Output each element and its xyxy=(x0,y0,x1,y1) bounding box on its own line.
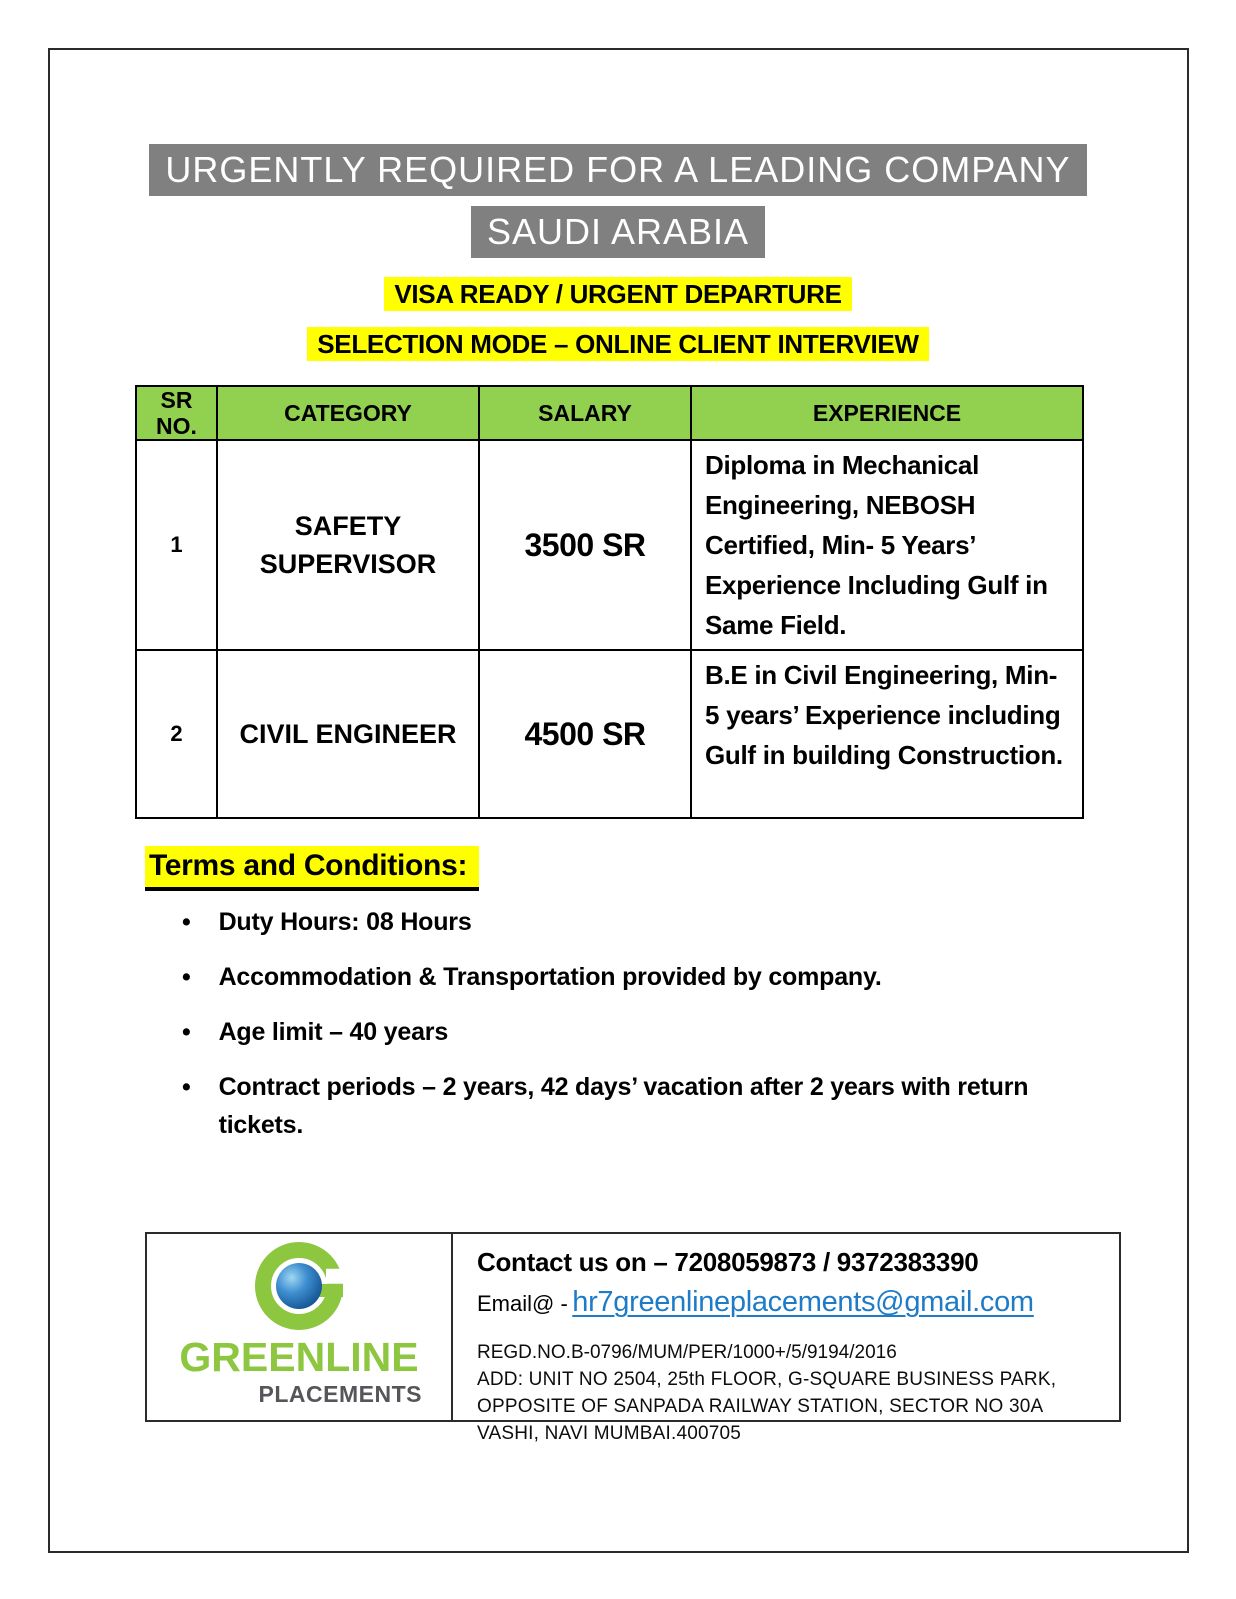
banner-row-visa xyxy=(0,277,1236,311)
header-experience: EXPERIENCE xyxy=(691,386,1083,440)
list-item xyxy=(182,1013,1094,1051)
bullet-icon: • xyxy=(182,963,191,991)
term-age-limit: Age limit – 40 years xyxy=(218,1018,449,1046)
term-accommodation: Accommodation & Transportation provided by company. xyxy=(218,963,882,991)
header-sr-no: SR NO. xyxy=(136,386,217,440)
row1-experience: Diploma in Mechanical Engineering, NEBOSH Certified, Min- 5 Years’ Experience Including Gulf in Same Field. xyxy=(691,440,1083,650)
header-salary: SALARY xyxy=(479,386,691,440)
row1-salary: 3500 SR xyxy=(479,440,691,650)
title-row-2 xyxy=(0,206,1236,258)
logo-brand-text: GREENLINE xyxy=(179,1334,419,1380)
g-ring-gap xyxy=(326,1269,343,1284)
bullet-icon: • xyxy=(182,1018,191,1046)
contact-box xyxy=(145,1232,1121,1444)
bullet-icon: • xyxy=(182,1073,191,1101)
row1-sr-no: 1 xyxy=(136,440,217,650)
table-row xyxy=(136,650,1083,818)
row2-experience: B.E in Civil Engineering, Min- 5 years’ Experience including Gulf in building Construction. xyxy=(691,650,1083,818)
email-label: Email@ - xyxy=(477,1291,568,1316)
list-item xyxy=(182,903,1094,941)
email-link[interactable]: hr7greenlineplacements@gmail.com xyxy=(572,1286,1034,1318)
terms-heading-row xyxy=(145,846,479,891)
selection-mode-banner: SELECTION MODE – ONLINE CLIENT INTERVIEW xyxy=(307,327,928,361)
registration-number: REGD.NO.B-0796/MUM/PER/1000+/5/9194/2016 xyxy=(477,1342,897,1363)
row2-category: CIVIL ENGINEER xyxy=(217,650,479,818)
banner-row-selection xyxy=(0,327,1236,361)
contact-details xyxy=(453,1234,1119,1444)
term-duty-hours: Duty Hours: 08 Hours xyxy=(218,908,472,936)
row2-salary: 4500 SR xyxy=(479,650,691,818)
greenline-logo xyxy=(147,1234,453,1420)
globe-icon xyxy=(276,1263,322,1309)
office-address: ADD: UNIT NO 2504, 25th FLOOR, G-SQUARE BUSINESS PARK, OPPOSITE OF SANPADA RAILWAY STATION, SECTOR NO 30A VASHI, NAVI MUMBAI.400705 xyxy=(477,1369,1057,1444)
country-title: SAUDI ARABIA xyxy=(471,206,765,258)
bullet-icon: • xyxy=(182,908,191,936)
jobs-table xyxy=(135,385,1084,819)
logo-sub-text: PLACEMENTS xyxy=(258,1381,422,1407)
terms-heading: Terms and Conditions: xyxy=(145,846,479,891)
list-item xyxy=(182,1068,1094,1144)
header-category: CATEGORY xyxy=(217,386,479,440)
greenline-g-icon xyxy=(255,1242,343,1330)
term-contract-periods: Contract periods – 2 years, 42 days’ vacation after 2 years with return tickets. xyxy=(218,1073,1029,1139)
visa-ready-banner: VISA READY / URGENT DEPARTURE xyxy=(384,277,851,311)
row2-sr-no: 2 xyxy=(136,650,217,818)
table-row xyxy=(136,440,1083,650)
title-row-1 xyxy=(0,144,1236,196)
terms-list xyxy=(182,903,1094,1161)
contact-phone-line: Contact us on – 7208059873 / 9372383390 xyxy=(477,1247,979,1277)
main-title: URGENTLY REQUIRED FOR A LEADING COMPANY xyxy=(149,144,1086,196)
list-item xyxy=(182,958,1094,996)
email-row xyxy=(477,1286,1101,1319)
row1-category: SAFETY SUPERVISOR xyxy=(217,440,479,650)
jobs-table-header-row xyxy=(136,386,1083,440)
